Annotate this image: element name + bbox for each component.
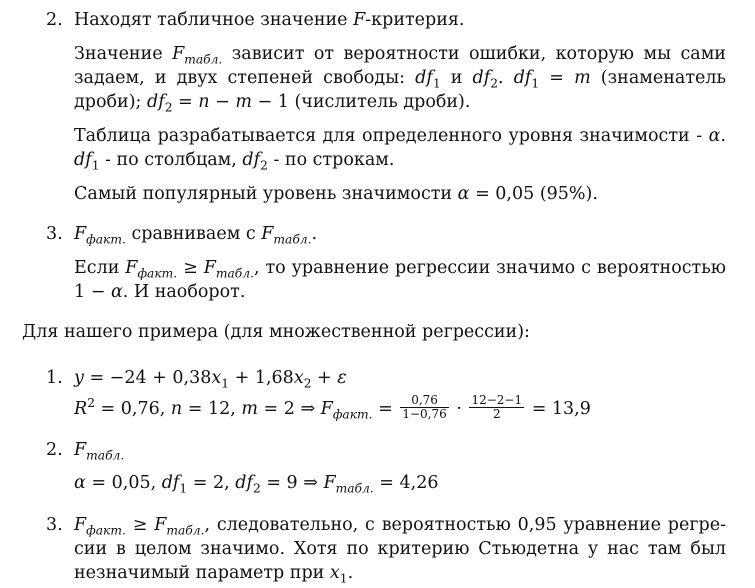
fraction: $\frac{0,76}{1-0,76}$ — [402, 393, 447, 421]
f-table-value: α = 0,05, $df_1 = 2$, $df_2 = 9$ ⇒ $F_{табл.} = 4,26$ — [74, 473, 439, 496]
paragraph-line: задаем, и двух степеней свободы: $df_1$ и $df_2$. $df_1 = m$ (знаменатель — [74, 68, 726, 91]
paragraph-line: 1 − α. И наоборот. — [74, 282, 246, 302]
paragraph-line: Если $F_{факт.} \ge F_{табл.}$, то уравнение регрессии значимо с вероятностью — [74, 258, 726, 281]
item-heading: $F_{табл.}$ — [74, 440, 125, 463]
list-number: 2. — [46, 10, 63, 30]
paragraph-line: незначимый параметр при $x_1$. — [74, 563, 354, 586]
paragraph-line: Самый популярный уровень значимости α = 0,05 (95%). — [74, 184, 598, 204]
paragraph-line: $df_1$ - по столбцам, $df_2$ - по строкам. — [74, 150, 395, 173]
list-number: 3. — [46, 515, 63, 535]
paragraph-line: Таблица разрабатывается для определенного уровня значимости - α. — [74, 126, 726, 146]
list-number: 1. — [46, 368, 63, 388]
item-heading: $F_{факт.}$ сравниваем с $F_{табл.}$. — [74, 224, 318, 247]
paragraph-line: дроби); $df_2 = n - m - 1$ (числитель дроби). — [74, 92, 471, 115]
list-number: 3. — [46, 224, 63, 244]
regression-equation: $y = -24 + 0,38x_1 + 1,68x_2 + \varepsilon$ — [74, 368, 347, 391]
example-intro: Для нашего примера (для множественной регрессии): — [22, 322, 530, 342]
item-heading: Находят табличное значение F-критерия. — [74, 10, 465, 30]
f-fact-calculation: $R^2 = 0,76$, n = 12, m = 2 ⇒ $F_{факт.}$ = $\frac{0,76}{1-0,76}$ · $\frac{12-2-1}{2}$ = 13,9 — [74, 393, 591, 422]
paragraph-line: Значение $F_{табл.}$ зависит от вероятности ошибки, которую мы сами — [74, 44, 726, 67]
paragraph-line: сии в целом значимо. Хотя по критерию Стьюдетна у нас там был — [74, 539, 726, 559]
paragraph-line: $F_{факт.} \ge F_{табл.}$, следовательно, с вероятностью 0,95 уравнение регре- — [74, 515, 726, 538]
fraction: $\frac{12-2-1}{2}$ — [471, 393, 523, 421]
list-number: 2. — [46, 440, 63, 460]
